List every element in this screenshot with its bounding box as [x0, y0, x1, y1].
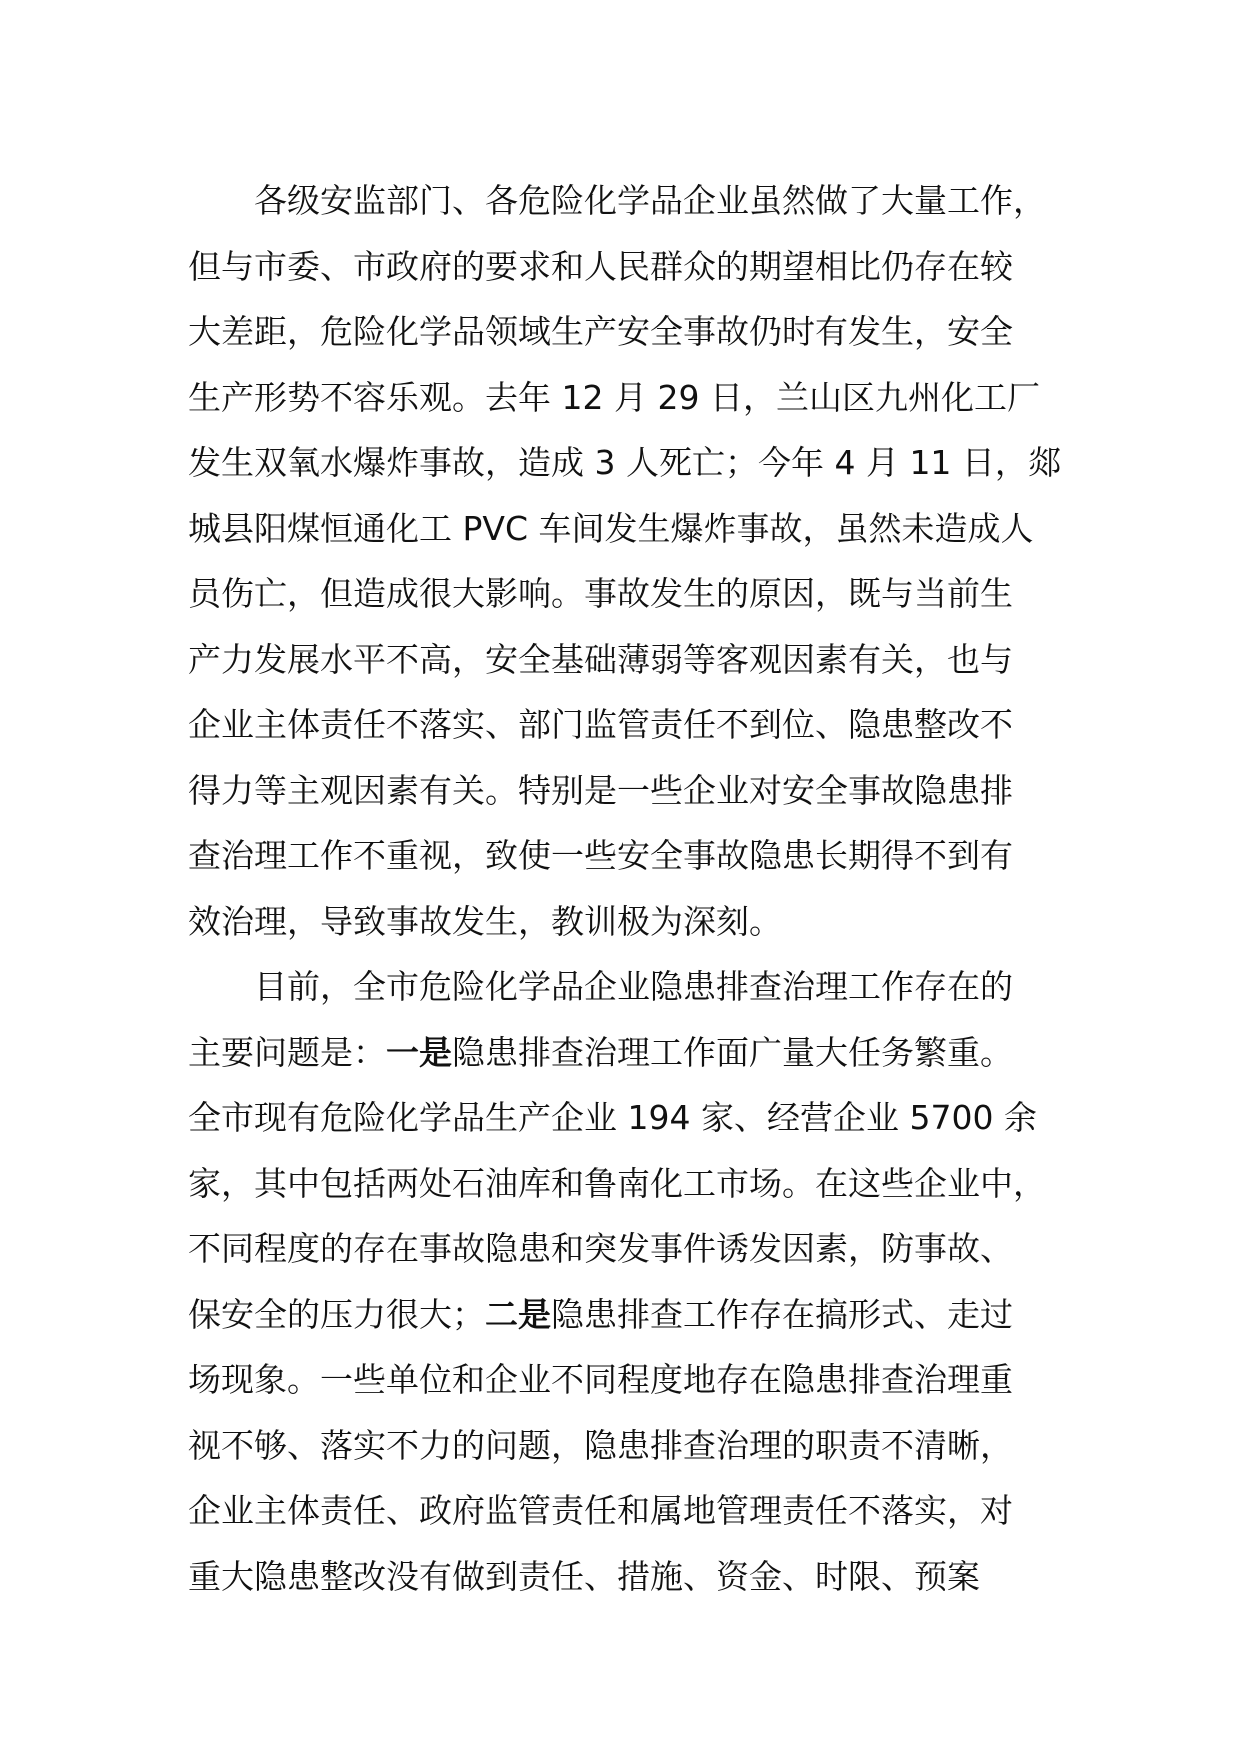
paragraph-2-line-1: 目前，全市危险化学品企业隐患排查治理工作存在的	[254, 967, 1013, 1006]
paragraph-1-line-4: 生产形势不容乐观。去年 12 月 29 日，兰山区九州化工厂	[188, 377, 1040, 417]
paragraph-2-line-10: 重大隐患整改没有做到责任、措施、资金、时限、预案	[188, 1556, 980, 1596]
paragraph-2-line-3: 全市现有危险化学品生产企业 194 家、经营企业 5700 余	[188, 1098, 1037, 1137]
paragraph-1-line-11: 查治理工作不重视，致使一些安全事故隐患长期得不到有	[188, 836, 1013, 875]
document-body	[188, 168, 1060, 1609]
paragraph-2-line-7: 场现象。一些单位和企业不同程度地存在隐患排查治理重	[188, 1360, 1013, 1399]
paragraph-1-line-10: 得力等主观因素有关。特别是一些企业对安全事故隐患排	[188, 770, 1013, 810]
paragraph-1-line-12: 效治理，导致事故发生，教训极为深刻。	[188, 901, 782, 941]
paragraph-1-line-6: 城县阳煤恒通化工 PVC 车间发生爆炸事故，虽然未造成人	[188, 508, 1034, 548]
paragraph-1-line-2: 但与市委、市政府的要求和人民群众的期望相比仍存在较	[188, 246, 1013, 286]
paragraph-2-line-4: 家，其中包括两处石油库和鲁南化工市场。在这些企业中，	[188, 1163, 1046, 1203]
paragraph-1-line-5: 发生双氧水爆炸事故，造成 3 人死亡；今年 4 月 11 日，郯	[188, 443, 1061, 482]
paragraph-2-line-2-prefix: 主要问题是：	[188, 1032, 386, 1072]
paragraph-2-line-9: 企业主体责任、政府监管责任和属地管理责任不落实，对	[188, 1491, 1013, 1530]
paragraph-2-line-8: 视不够、落实不力的问题，隐患排查治理的职责不清晰，	[188, 1425, 1013, 1465]
paragraph-1-line-9: 企业主体责任不落实、部门监管责任不到位、隐患整改不	[188, 705, 1013, 744]
paragraph-1-line-3: 大差距，危险化学品领域生产安全事故仍时有发生，安全	[188, 312, 1013, 351]
paragraph-2-line-6-prefix: 保安全的压力很大；	[188, 1294, 485, 1334]
paragraph-2-line-6-suffix: 隐患排查工作存在搞形式、走过	[551, 1294, 1013, 1334]
emphasis-second-point: 二是	[485, 1294, 551, 1334]
paragraph-2-line-2-suffix: 隐患排查治理工作面广量大任务繁重。	[452, 1032, 1013, 1072]
paragraph-2-line-5: 不同程度的存在事故隐患和突发事件诱发因素，防事故、	[188, 1229, 1013, 1268]
paragraph-1-line-7: 员伤亡，但造成很大影响。事故发生的原因，既与当前生	[188, 574, 1013, 613]
paragraph-1-line-1: 各级安监部门、各危险化学品企业虽然做了大量工作，	[254, 181, 1046, 220]
paragraph-1-line-8: 产力发展水平不高，安全基础薄弱等客观因素有关，也与	[188, 639, 1013, 679]
paragraph-2-line-6	[188, 1282, 1060, 1348]
emphasis-first-point: 一是	[386, 1032, 452, 1072]
paragraph-2-line-2	[188, 1020, 1060, 1086]
